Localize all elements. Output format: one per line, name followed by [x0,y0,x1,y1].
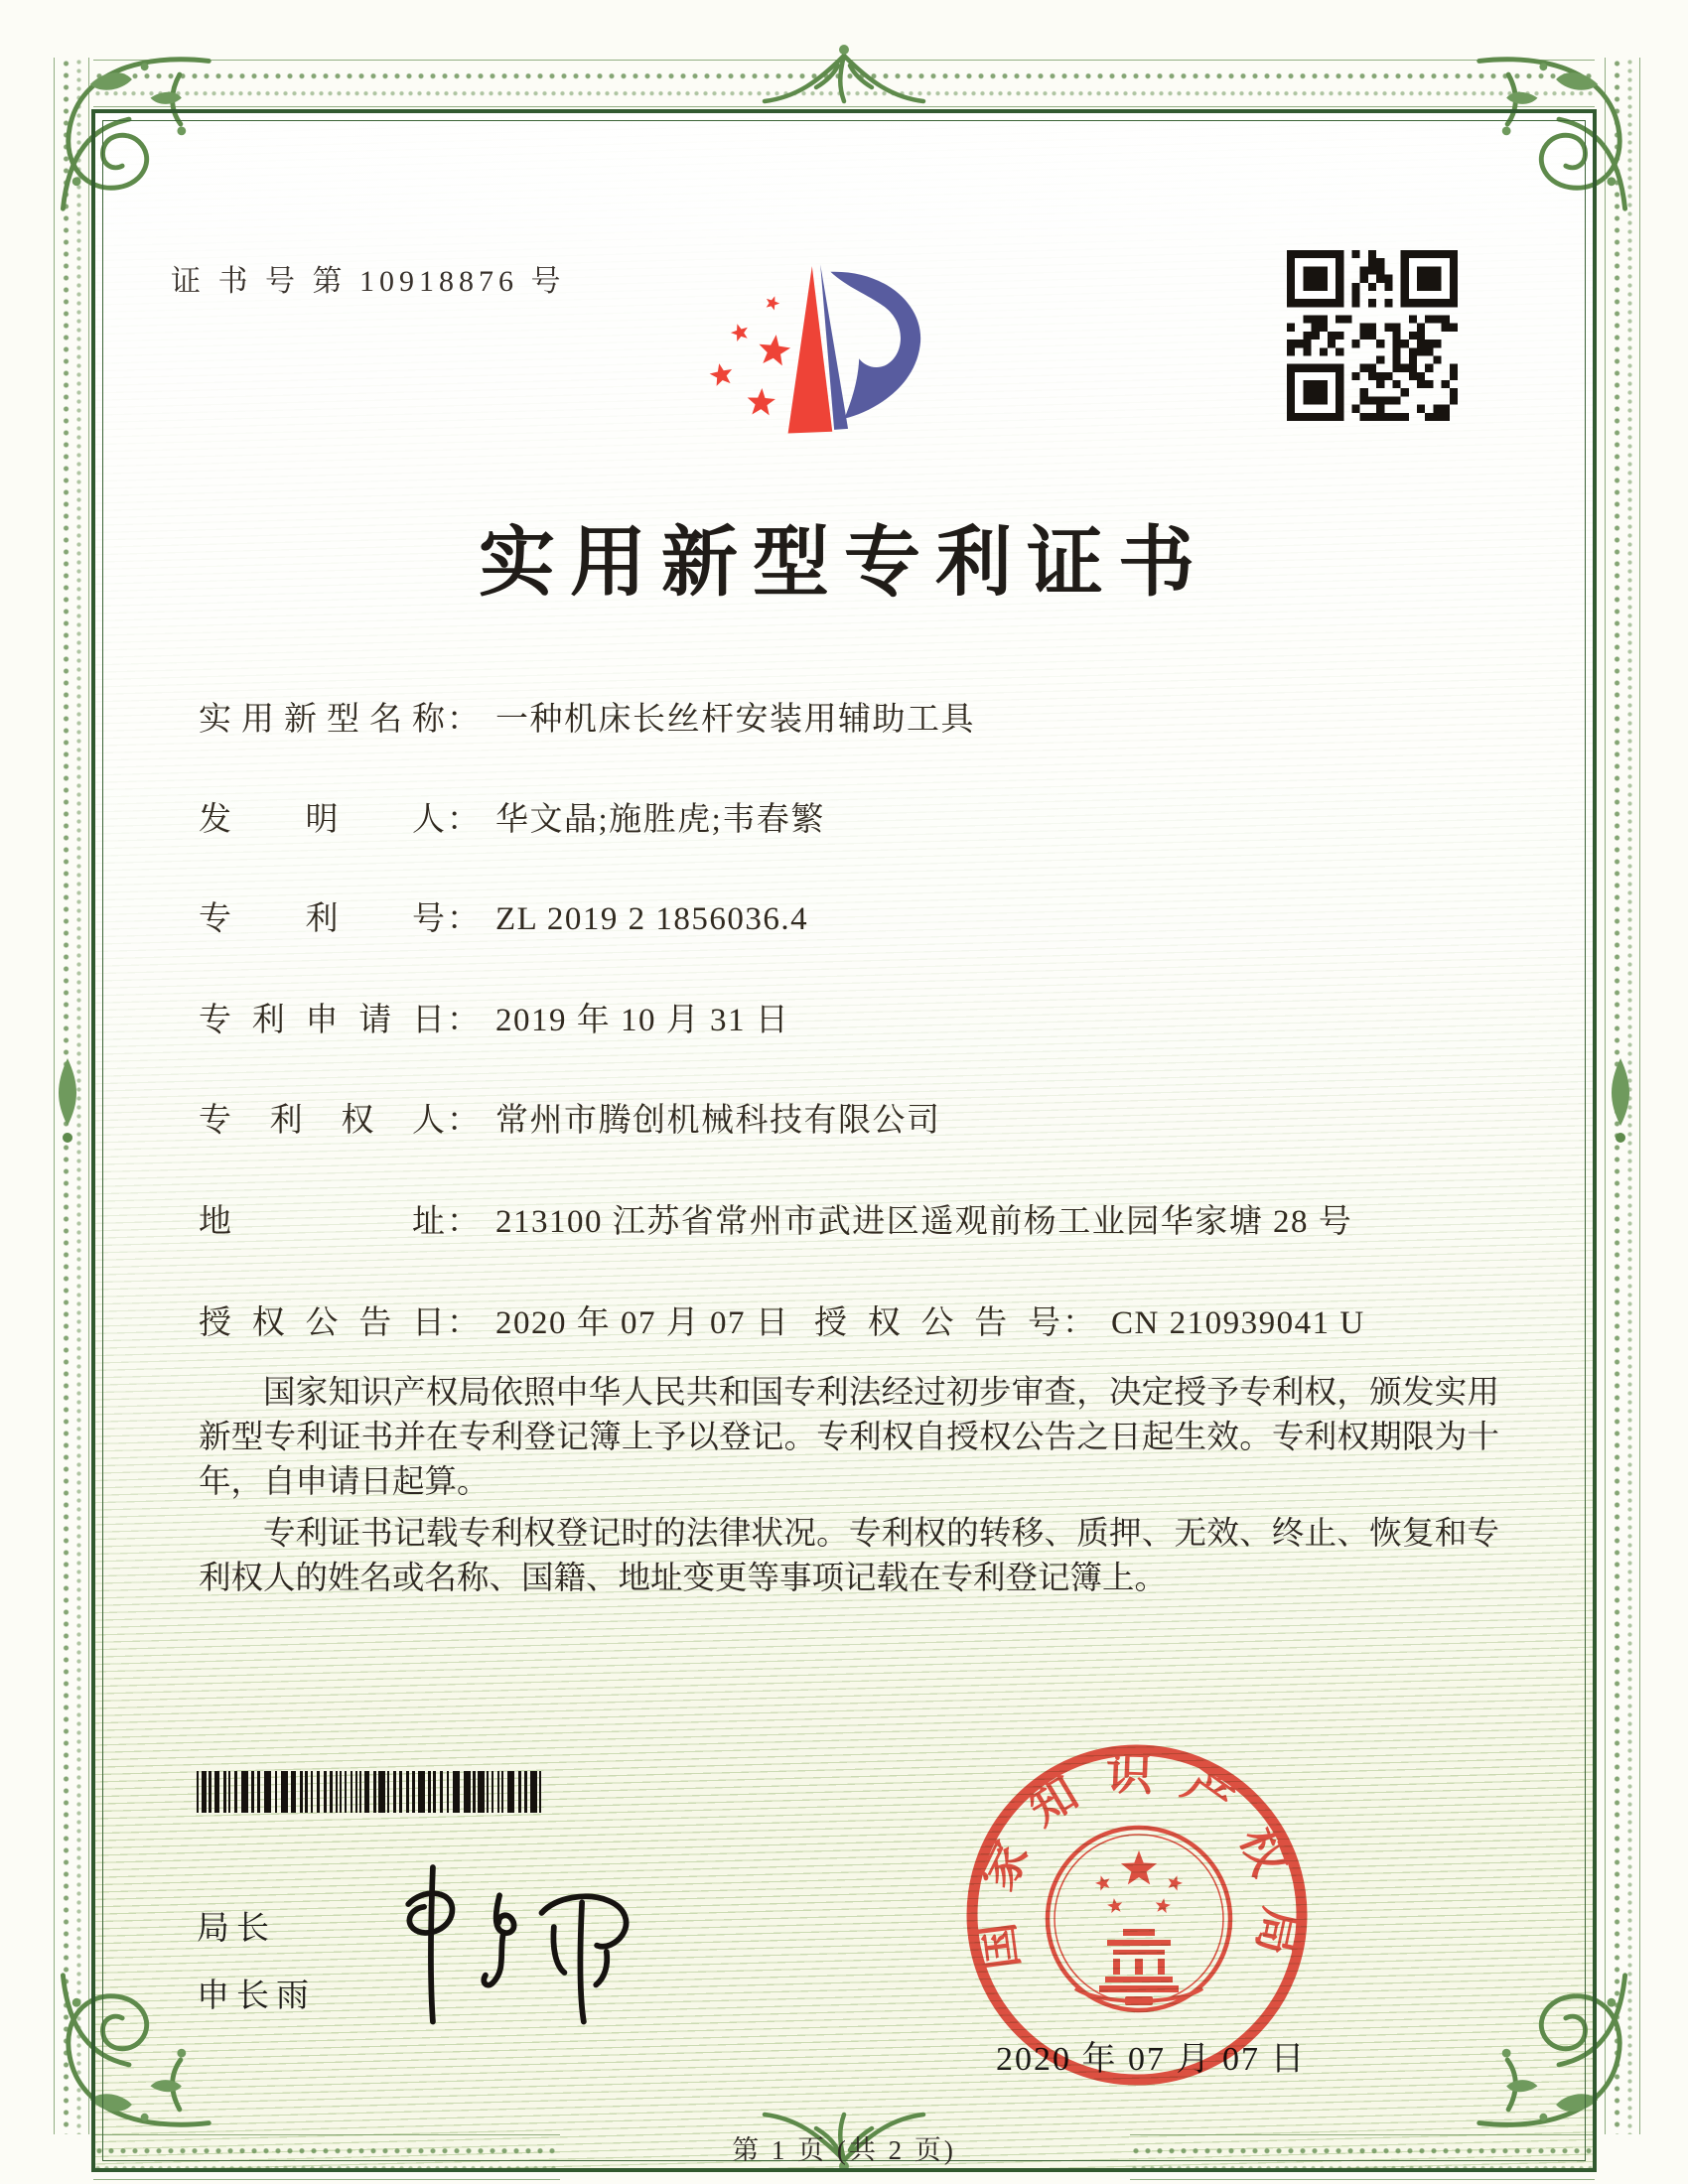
legal-text-block [199,1371,1499,1601]
border-right-middle-ornament [1593,1050,1648,1146]
page-title: 实用新型专利证书 [479,520,1209,606]
field-pair-grant-number [814,1300,1365,1346]
border-top-center-ornament [753,36,935,115]
national-emblem [1048,1828,1230,2010]
field-colon: ： [447,1305,480,1341]
field-colon: ： [447,802,480,838]
field-label: 发明人 [199,802,445,838]
field-value: 华文晶;施胜虎;韦春繁 [495,802,825,838]
logo-stars-icon [710,296,790,415]
field-row-utility-model-name [199,697,975,743]
certificate-number: 证 书 号 第 10918876 号 [171,265,566,298]
field-row-patent-number [199,896,808,942]
field-row-address [199,1199,1352,1245]
field-value: CN 210939041 U [1111,1305,1365,1341]
barcode [195,1771,558,1813]
logo-blue-p-swoosh [830,272,920,419]
border-corner-ornament-bottom-left [36,1966,220,2150]
field-value: 一种机床长丝杆安装用辅助工具 [495,702,975,738]
field-colon: ： [447,901,480,937]
field-label: 授权公告日 [199,1305,445,1341]
seal-circular-text: 国家知识产权局 [967,1747,1307,1985]
director-signature [387,1858,650,2027]
field-row-filing-date [199,998,789,1043]
director-title: 局长 [197,1909,276,1946]
field-colon: ： [447,1204,480,1240]
border-corner-ornament-top-left [36,34,220,218]
cnipa-logo [685,242,933,441]
field-value: 213100 江苏省常州市武进区遥观前杨工业园华家塘 28 号 [495,1204,1353,1240]
field-colon: ： [447,1003,480,1038]
field-colon: ： [447,1103,480,1139]
field-row-grant-announcement [199,1300,1365,1346]
field-value: 2019 年 10 月 31 日 [495,1003,790,1038]
field-value: ZL 2019 2 1856036.4 [495,901,809,937]
field-pair-grant-date [199,1305,789,1341]
logo-red-wedge [788,266,833,433]
director-name: 申长雨 [197,1977,316,2013]
border-left-middle-ornament [40,1050,95,1146]
emblem-stars [1095,1850,1183,1913]
border-corner-ornament-bottom-right [1468,1966,1652,2150]
official-seal [956,1734,1318,2096]
field-label: 授权公告号 [814,1305,1060,1341]
qr-code [1287,250,1458,421]
field-value: 2020 年 07 月 07 日 [495,1305,790,1341]
legal-paragraph-2: 专利证书记载专利权登记时的法律状况。专利权的转移、质押、无效、终止、恢复和专利权人的姓名或名称、国籍、地址变更等事项记载在专利登记簿上。 [199,1516,1499,1596]
page-footer: 第 1 页 (共 2 页) [732,2135,956,2165]
field-label: 实用新型名称 [199,702,445,738]
grant-date-stamp: 2020 年 07 月 07 日 [996,2041,1307,2078]
field-label: 专利号 [199,901,445,937]
border-corner-ornament-top-right [1468,34,1652,218]
field-row-patentee [199,1098,941,1144]
field-colon: ： [447,702,480,738]
legal-paragraph-1: 国家知识产权局依照中华人民共和国专利法经过初步审查，决定授予专利权，颁发实用新型专利证书并在专利登记簿上予以登记。专利权自授权公告之日起生效。专利权期限为十年，自申请日起算。 [199,1375,1499,1500]
field-label: 专利申请日 [199,1003,445,1038]
field-row-inventors [199,797,825,843]
field-label: 地址 [199,1204,445,1240]
field-value: 常州市腾创机械科技有限公司 [495,1103,941,1139]
field-label: 专利权人 [199,1103,445,1139]
field-colon: ： [1062,1305,1095,1341]
